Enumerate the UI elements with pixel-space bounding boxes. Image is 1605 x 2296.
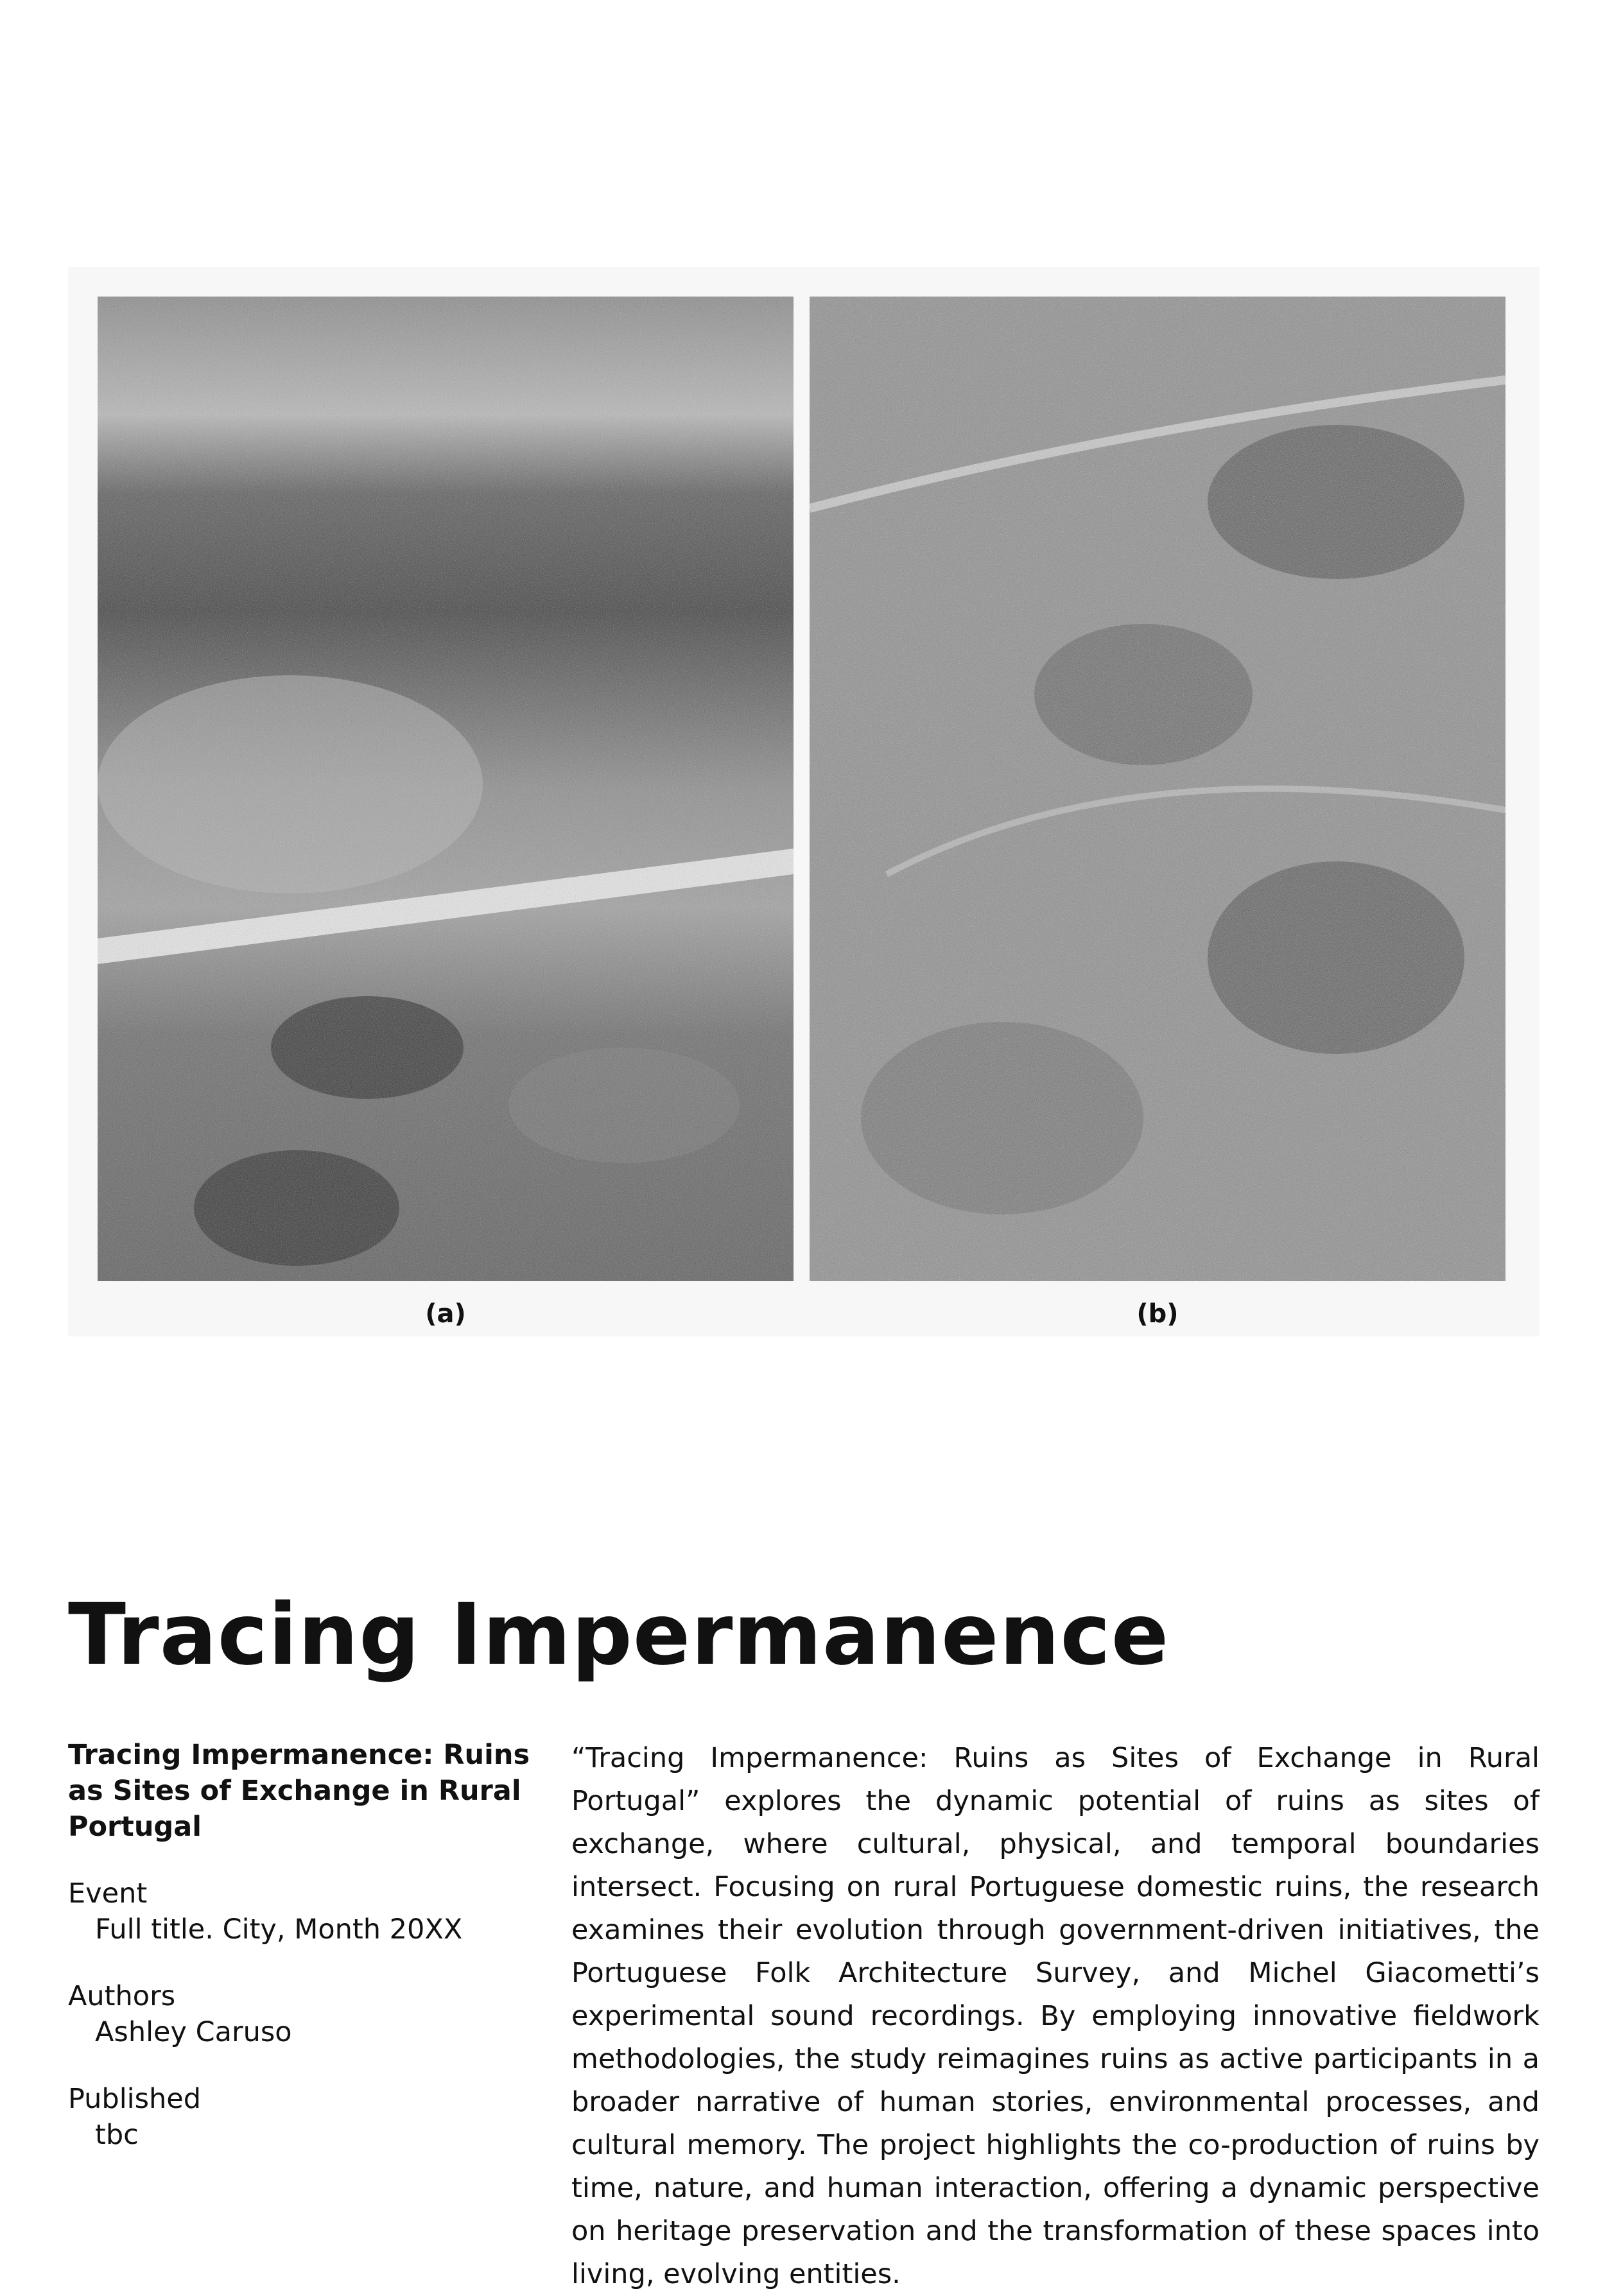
- aerial-photo-a-image: [98, 297, 794, 1281]
- aerial-photo-b-image: [810, 297, 1505, 1281]
- aerial-photo-a: [98, 297, 794, 1281]
- metadata-sidebar: [68, 1737, 556, 2184]
- figure-panel: [68, 267, 1540, 1336]
- figure-caption-b: (b): [1136, 1299, 1179, 1329]
- figure-caption-a: (a): [425, 1299, 466, 1329]
- authors-label: Authors: [68, 1980, 176, 2012]
- published-value: tbc: [95, 2119, 139, 2151]
- event-value: Full title. City, Month 20XX: [95, 1913, 463, 1946]
- page-title: Tracing Impermanence: [68, 1585, 1170, 1684]
- event-label: Event: [68, 1877, 148, 1910]
- abstract-paragraph: “Tracing Impermanence: Ruins as Sites of Exchange in Rural Portugal” explores the dynamic potential of ruins as sites of exchange, where cultural, physical, and temporal boundaries intersect. Focusing on rural Portuguese domestic ruins, the research examines their evolution through government-driven initiatives, the Portuguese Folk Architecture Survey, and Michel Giacometti’s experimental sound recordings. By employing innovative fieldwork methodologies, the study reimagines ruins as active participants in a broader narrative of human stories, environmental processes, and cultural memory. The project highlights the co-production of ruins by time, nature, and human interaction, offering a dynamic perspective on heritage preservation and the transformation of these spaces into living, evolving entities.: [571, 1742, 1540, 2290]
- published-label: Published: [68, 2083, 202, 2115]
- project-subtitle: Tracing Impermanence: Ruins as Sites of Exchange in Rural Portugal: [68, 1739, 530, 1843]
- authors-value: Ashley Caruso: [95, 2016, 292, 2048]
- aerial-photo-b: [810, 297, 1505, 1281]
